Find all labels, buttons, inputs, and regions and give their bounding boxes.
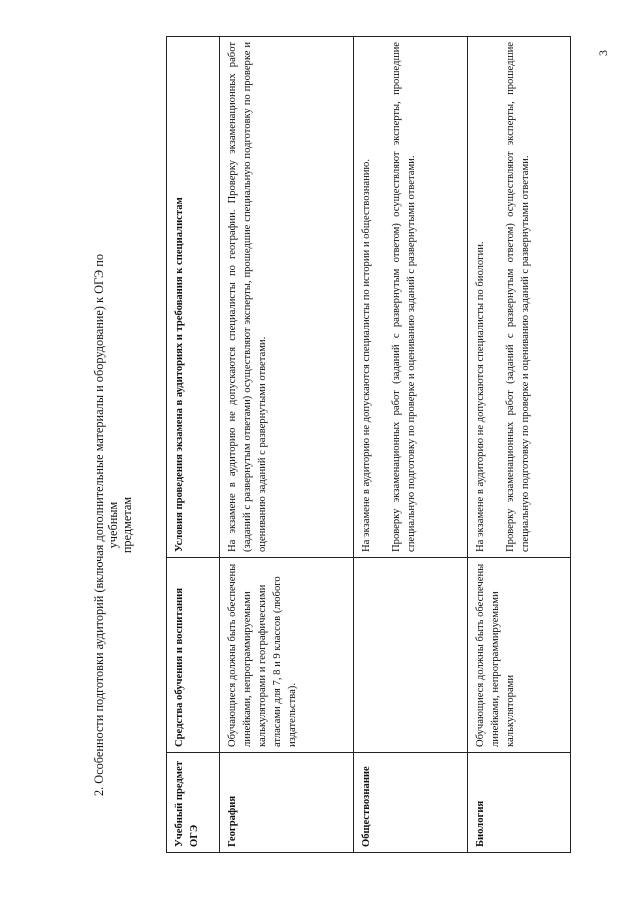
- header-means: Средства обучения и воспитания: [167, 558, 220, 753]
- table-row: [354, 37, 468, 853]
- requirements-table: [166, 36, 571, 853]
- header-subject: Учебный предмет ОГЭ: [167, 753, 220, 853]
- conditions-cell: [354, 37, 468, 558]
- conditions-cell: [220, 37, 354, 558]
- page-number: 3: [596, 50, 610, 56]
- subject-cell: География: [220, 753, 354, 853]
- section-heading: [92, 245, 134, 805]
- means-cell: Обучающиеся должны быть обеспечены линейками, непрограммируемыми калькуляторами: [468, 558, 571, 753]
- table-row: [220, 37, 354, 853]
- conditions-paragraph: На экзамене в аудиторию не допускаются специалисты по географии. Проверку экзаменационных работ (заданий с развернутым ответами) осуществляют эксперты, прошедшие специальную подготовку по проверке и оцениванию заданий с развернутыми ответами.: [227, 42, 268, 552]
- conditions-paragraph: На экзамене в аудиторию не допускаются специалисты по биологии.: [475, 241, 486, 552]
- conditions-paragraph: Проверку экзаменационных работ (заданий с развернутым ответом) осуществляют эксперты, прошедшие специальную подготовку по проверке и оцениванию заданий с развернутыми ответами.: [505, 42, 531, 552]
- conditions-cell: [468, 37, 571, 558]
- conditions-paragraph: На экзамене в аудиторию не допускаются специалисты по истории и обществознанию.: [361, 159, 372, 552]
- subject-cell: Биология: [468, 753, 571, 853]
- table-header-row: [167, 37, 220, 853]
- conditions-paragraph: Проверку экзаменационных работ (заданий с развернутым ответом) осуществляют эксперты, прошедшие специальную подготовку по проверке и оцениванию заданий с развернутыми ответами.: [391, 42, 417, 552]
- table-row: [468, 37, 571, 853]
- section-heading-line-2: предметам: [120, 496, 134, 554]
- section-heading-line-1: 2. Особенности подготовки аудиторий (включая дополнительные материалы и оборудование) к ОГЭ по учебным: [92, 254, 120, 796]
- subject-cell: Обществознание: [354, 753, 468, 853]
- means-cell: [354, 558, 468, 753]
- means-cell: Обучающиеся должны быть обеспечены линейками, непрограммируемыми калькуляторами и географическими атласами для 7, 8 и 9 классов (любого издательства).: [220, 558, 354, 753]
- header-conditions: Условия проведения экзамена в аудиториях и требования к специалистам: [167, 37, 220, 558]
